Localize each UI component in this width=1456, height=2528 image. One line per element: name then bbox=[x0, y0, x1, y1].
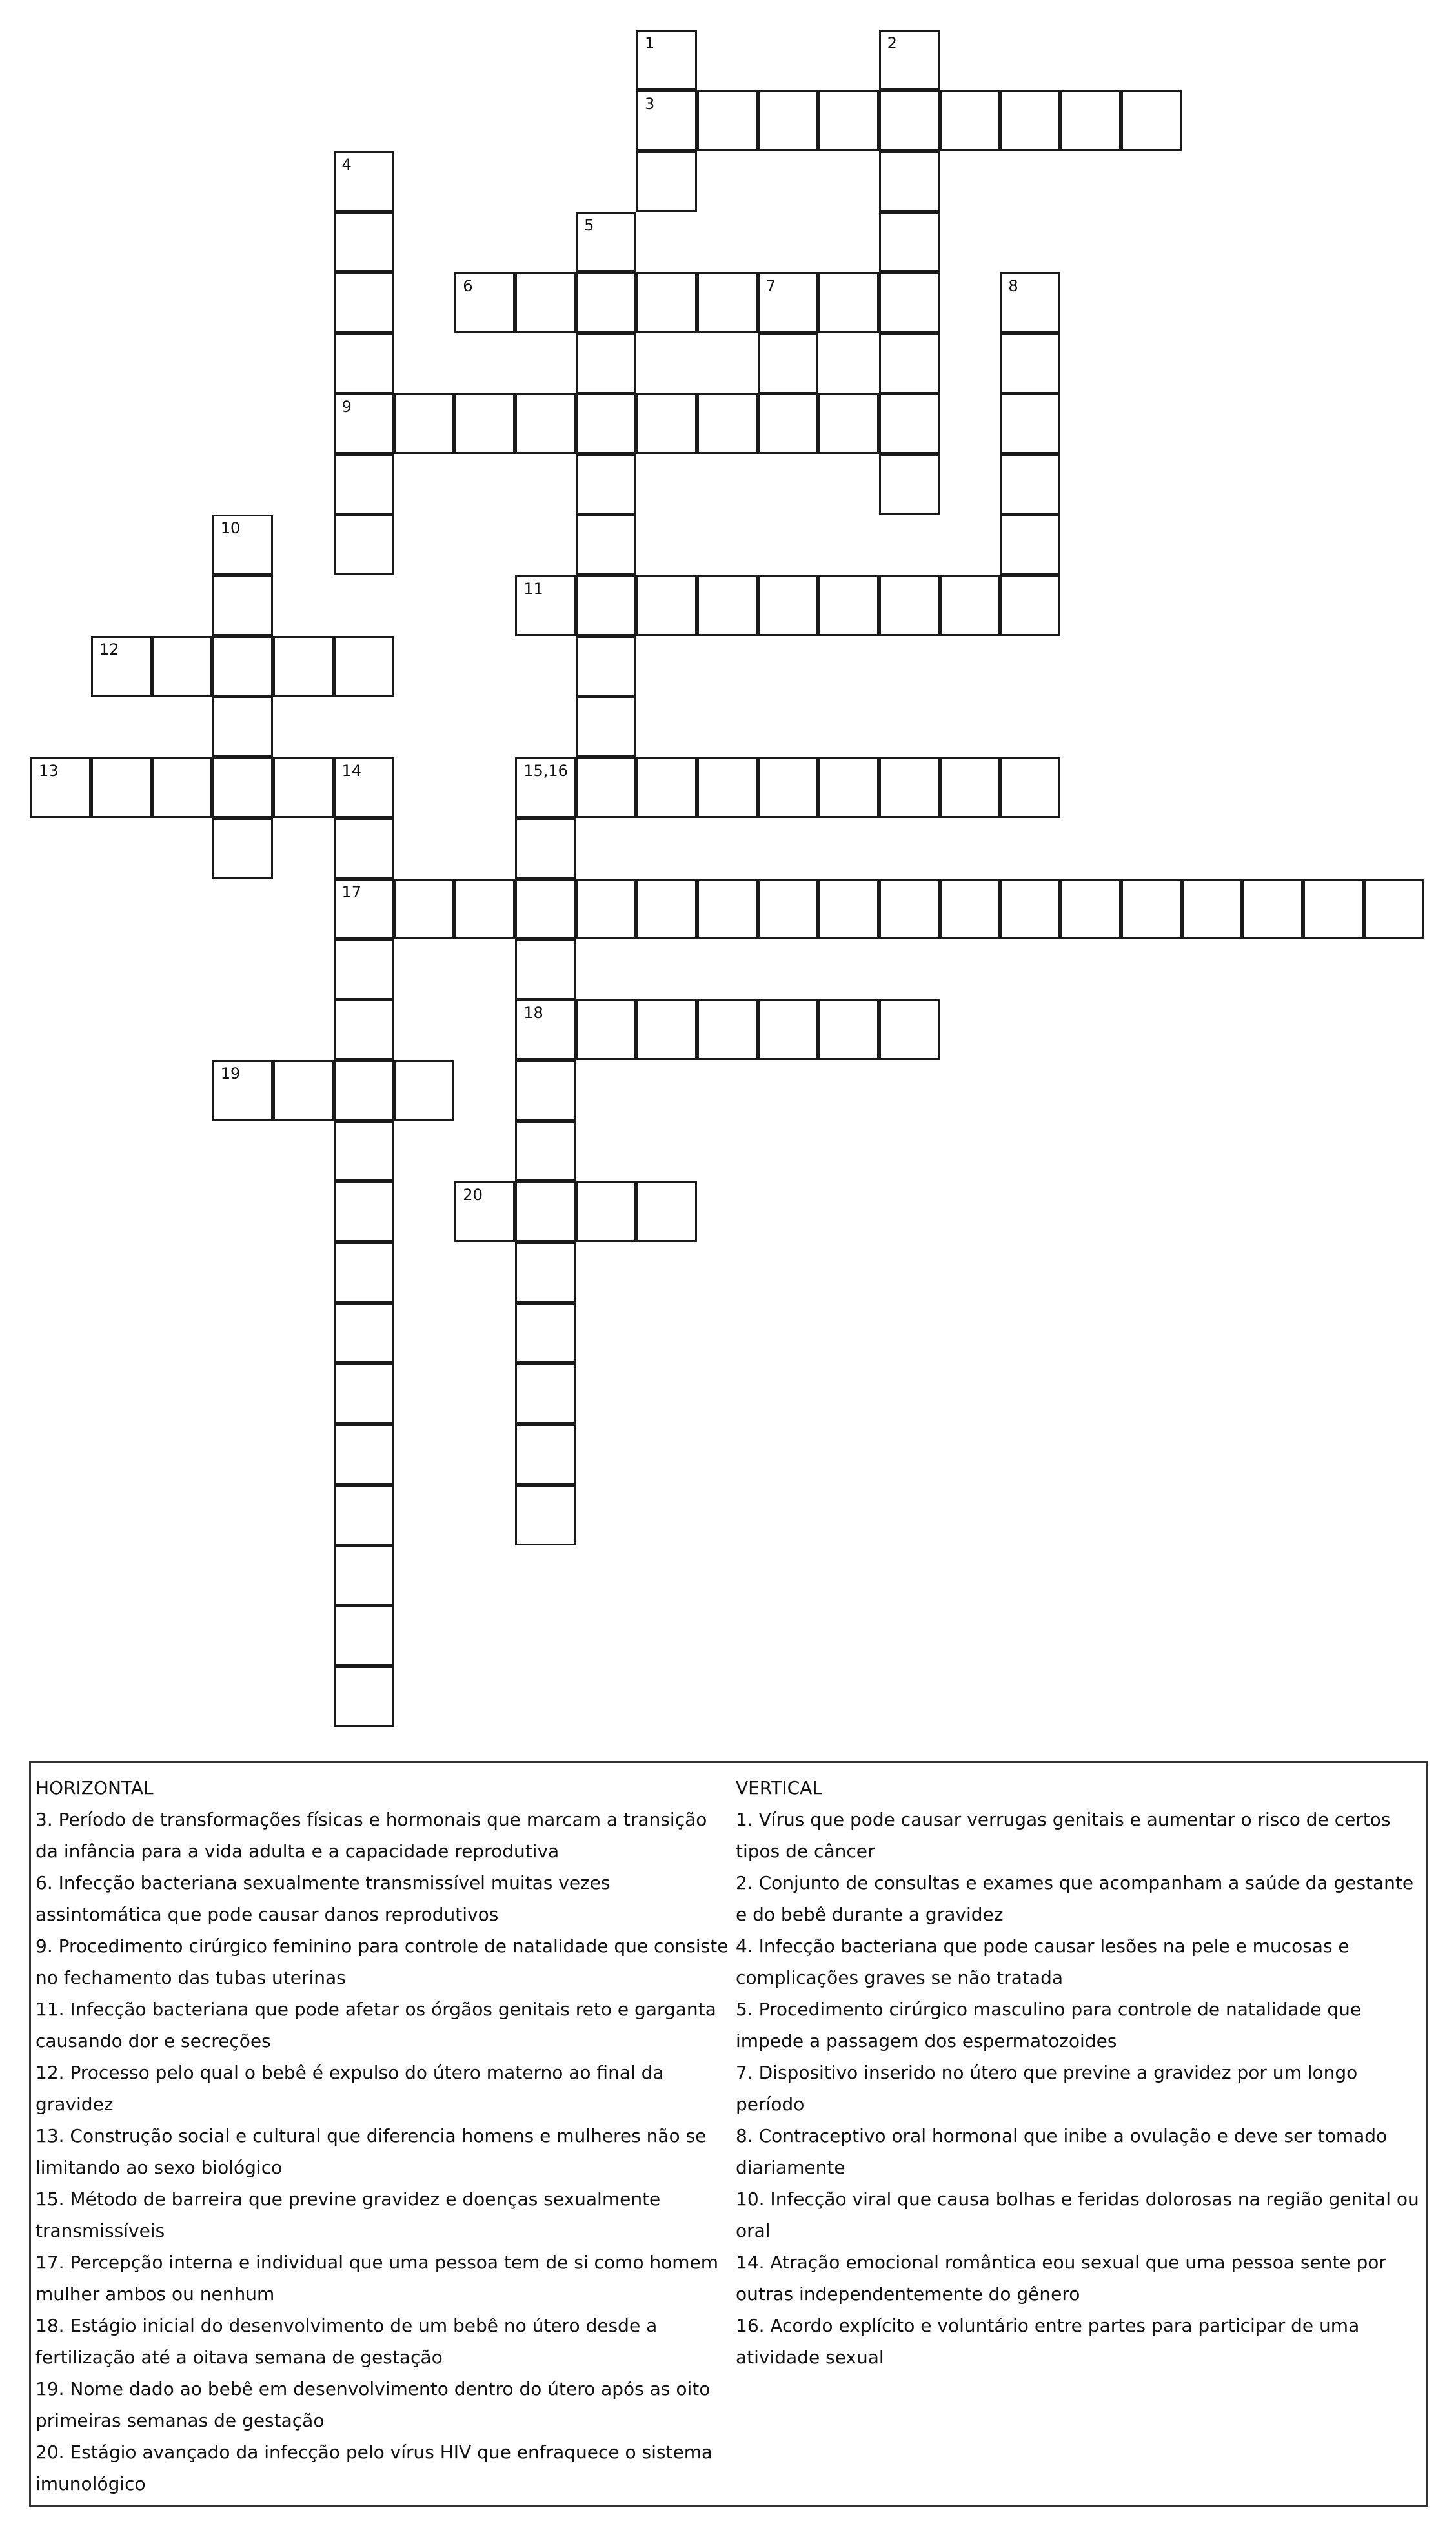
crossword-cell[interactable] bbox=[636, 272, 697, 333]
crossword-cell[interactable] bbox=[334, 1181, 394, 1242]
crossword-cell[interactable] bbox=[1000, 515, 1060, 575]
crossword-cell[interactable] bbox=[334, 1424, 394, 1485]
crossword-cell[interactable] bbox=[697, 272, 758, 333]
crossword-cell[interactable] bbox=[212, 575, 273, 636]
clue-vertical-item: 10. Infecção viral que causa bolhas e feridas dolorosas na região genital ou oral bbox=[736, 2188, 1419, 2241]
clue-horizontal-item: 15. Método de barreira que previne gravidez e doenças sexualmente transmissíveis bbox=[35, 2188, 661, 2241]
crossword-cell[interactable] bbox=[697, 393, 758, 454]
crossword-cell[interactable] bbox=[636, 30, 697, 90]
crossword-cell[interactable] bbox=[334, 939, 394, 1000]
crossword-cell[interactable] bbox=[334, 454, 394, 515]
clue-number: 5 bbox=[584, 216, 594, 234]
crossword-cell[interactable] bbox=[212, 757, 273, 818]
clue-number: 10 bbox=[220, 519, 241, 538]
crossword-cell[interactable] bbox=[334, 1121, 394, 1181]
crossword-cell[interactable] bbox=[515, 999, 576, 1060]
crossword-cell[interactable] bbox=[576, 212, 636, 272]
clue-vertical-item: 14. Atração emocional romântica eou sexual que uma pessoa sente por outras independentemente do gênero bbox=[736, 2252, 1386, 2305]
crossword-cell[interactable] bbox=[636, 1181, 697, 1242]
crossword-cell[interactable] bbox=[273, 636, 334, 697]
clue-vertical-item: 8. Contraceptivo oral hormonal que inibe a ovulação e deve ser tomado diariamente bbox=[736, 2125, 1388, 2178]
crossword-cell[interactable] bbox=[515, 757, 576, 818]
crossword-cell[interactable] bbox=[940, 575, 1000, 636]
crossword-cell[interactable] bbox=[879, 151, 940, 212]
crossword-cell[interactable] bbox=[818, 575, 879, 636]
vertical-title: VERTICAL bbox=[736, 1777, 822, 1799]
crossword-cell[interactable] bbox=[334, 1666, 394, 1727]
crossword-cell[interactable] bbox=[454, 879, 515, 939]
crossword-cell[interactable] bbox=[1000, 879, 1060, 939]
crossword-cell[interactable] bbox=[91, 636, 152, 697]
crossword-cell[interactable] bbox=[515, 1121, 576, 1181]
crossword-cell[interactable] bbox=[576, 454, 636, 515]
crossword-cell[interactable] bbox=[879, 30, 940, 90]
clue-number: 13 bbox=[39, 761, 59, 780]
crossword-cell[interactable] bbox=[273, 757, 334, 818]
crossword-cell[interactable] bbox=[576, 697, 636, 757]
crossword-cell[interactable] bbox=[576, 999, 636, 1060]
crossword-cell[interactable] bbox=[1303, 879, 1364, 939]
crossword-cell[interactable] bbox=[212, 697, 273, 757]
crossword-cell[interactable] bbox=[91, 757, 152, 818]
crossword-cell[interactable] bbox=[879, 879, 940, 939]
crossword-cell[interactable] bbox=[697, 575, 758, 636]
crossword-cell[interactable] bbox=[636, 393, 697, 454]
crossword-cell[interactable] bbox=[334, 333, 394, 394]
crossword-cell[interactable] bbox=[636, 879, 697, 939]
crossword-cell[interactable] bbox=[273, 1060, 334, 1121]
crossword-cell[interactable] bbox=[758, 575, 818, 636]
crossword-cell[interactable] bbox=[940, 90, 1000, 151]
crossword-cell[interactable] bbox=[758, 333, 818, 394]
crossword-cell[interactable] bbox=[334, 1605, 394, 1666]
crossword-cell[interactable] bbox=[879, 454, 940, 515]
crossword-cell[interactable] bbox=[1242, 879, 1303, 939]
clue-vertical-item: 2. Conjunto de consultas e exames que acompanham a saúde da gestante e do bebê durante a gravidez bbox=[736, 1872, 1414, 1925]
crossword-cell[interactable] bbox=[636, 999, 697, 1060]
clue-number: 6 bbox=[463, 276, 473, 295]
crossword-cell[interactable] bbox=[334, 1303, 394, 1363]
crossword-cell[interactable] bbox=[515, 818, 576, 879]
crossword-cell[interactable] bbox=[334, 515, 394, 575]
crossword-cell[interactable] bbox=[697, 757, 758, 818]
crossword-cell[interactable] bbox=[1364, 879, 1424, 939]
crossword-cell[interactable] bbox=[334, 272, 394, 333]
clue-number: 20 bbox=[463, 1186, 483, 1205]
crossword-cell[interactable] bbox=[636, 757, 697, 818]
clue-number: 1 bbox=[645, 34, 655, 52]
clue-horizontal-item: 11. Infecção bacteriana que pode afetar os órgãos genitais reto e garganta causando dor e secreções bbox=[35, 1999, 716, 2052]
clue-vertical-item: 16. Acordo explícito e voluntário entre partes para participar de uma atividade sexual bbox=[736, 2315, 1360, 2368]
clue-number: 4 bbox=[341, 155, 352, 174]
crossword-cell[interactable] bbox=[758, 999, 818, 1060]
crossword-cell[interactable] bbox=[1182, 879, 1242, 939]
crossword-cell[interactable] bbox=[636, 90, 697, 151]
crossword-cell[interactable] bbox=[576, 757, 636, 818]
crossword-cell[interactable] bbox=[1000, 575, 1060, 636]
crossword-cell[interactable] bbox=[636, 151, 697, 212]
clue-number: 9 bbox=[341, 398, 352, 416]
crossword-cell[interactable] bbox=[394, 879, 454, 939]
crossword-cell[interactable] bbox=[334, 1363, 394, 1424]
clues-box bbox=[29, 1761, 1428, 2507]
crossword-cell[interactable] bbox=[576, 272, 636, 333]
crossword-cell[interactable] bbox=[576, 333, 636, 394]
crossword-cell[interactable] bbox=[818, 999, 879, 1060]
clue-horizontal-item: 20. Estágio avançado da infecção pelo vírus HIV que enfraquece o sistema imunológico bbox=[35, 2441, 713, 2494]
vertical-clues bbox=[736, 1772, 1423, 2373]
crossword-cell[interactable] bbox=[334, 1545, 394, 1606]
crossword-cell[interactable] bbox=[30, 757, 91, 818]
crossword-cell[interactable] bbox=[697, 90, 758, 151]
clue-number: 14 bbox=[341, 761, 362, 780]
crossword-cell[interactable] bbox=[454, 393, 515, 454]
crossword-cell[interactable] bbox=[152, 757, 212, 818]
clue-number: 19 bbox=[220, 1065, 241, 1083]
crossword-cell[interactable] bbox=[879, 999, 940, 1060]
crossword-cell[interactable] bbox=[1121, 90, 1182, 151]
crossword-cell[interactable] bbox=[212, 515, 273, 575]
crossword-cell[interactable] bbox=[940, 757, 1000, 818]
crossword-cell[interactable] bbox=[515, 1485, 576, 1545]
clue-horizontal-item: 13. Construção social e cultural que diferencia homens e mulheres não se limitando ao sexo biológico bbox=[35, 2125, 707, 2178]
crossword-cell[interactable] bbox=[334, 999, 394, 1060]
crossword-cell[interactable] bbox=[515, 1363, 576, 1424]
clue-number: 3 bbox=[645, 94, 655, 113]
clue-number: 15,16 bbox=[523, 761, 568, 780]
crossword-cell[interactable] bbox=[334, 212, 394, 272]
crossword-cell[interactable] bbox=[334, 757, 394, 818]
crossword-cell[interactable] bbox=[758, 393, 818, 454]
clue-number: 12 bbox=[99, 640, 119, 658]
crossword-cell[interactable] bbox=[152, 636, 212, 697]
crossword-cell[interactable] bbox=[576, 393, 636, 454]
clue-horizontal-item: 12. Processo pelo qual o bebê é expulso do útero materno ao final da gravidez bbox=[35, 2062, 664, 2115]
crossword-cell[interactable] bbox=[454, 1181, 515, 1242]
crossword-cell[interactable] bbox=[334, 879, 394, 939]
crossword-cell[interactable] bbox=[818, 879, 879, 939]
crossword-cell[interactable] bbox=[576, 515, 636, 575]
clue-number: 11 bbox=[523, 580, 543, 598]
horizontal-title: HORIZONTAL bbox=[35, 1777, 154, 1799]
crossword-cell[interactable] bbox=[394, 393, 454, 454]
clue-number: 2 bbox=[887, 34, 897, 52]
clue-horizontal-item: 6. Infecção bacteriana sexualmente transmissível muitas vezes assintomática que pode causar danos reprodutivos bbox=[35, 1872, 611, 1925]
crossword-cell[interactable] bbox=[818, 272, 879, 333]
crossword-cell[interactable] bbox=[576, 879, 636, 939]
clue-vertical-item: 4. Infecção bacteriana que pode causar lesões na pele e mucosas e complicações graves se não tratada bbox=[736, 1935, 1350, 1988]
crossword-cell[interactable] bbox=[1060, 90, 1121, 151]
crossword-cell[interactable] bbox=[334, 393, 394, 454]
crossword-cell[interactable] bbox=[515, 1060, 576, 1121]
crossword-cell[interactable] bbox=[212, 1060, 273, 1121]
crossword-cell[interactable] bbox=[1000, 333, 1060, 394]
clue-horizontal-item: 18. Estágio inicial do desenvolvimento de um bebê no útero desde a fertilização até a oitava semana de gestação bbox=[35, 2315, 658, 2368]
crossword-cell[interactable] bbox=[1000, 757, 1060, 818]
crossword-cell[interactable] bbox=[515, 272, 576, 333]
clue-horizontal-item: 9. Procedimento cirúrgico feminino para controle de natalidade que consiste no fechamento das tubas uterinas bbox=[35, 1935, 729, 1988]
crossword-cell[interactable] bbox=[212, 818, 273, 879]
crossword-cell[interactable] bbox=[334, 1485, 394, 1545]
crossword-cell[interactable] bbox=[758, 757, 818, 818]
crossword-cell[interactable] bbox=[334, 636, 394, 697]
crossword-cell[interactable] bbox=[940, 879, 1000, 939]
crossword-cell[interactable] bbox=[515, 1424, 576, 1485]
crossword-cell[interactable] bbox=[1060, 879, 1121, 939]
clue-vertical-item: 1. Vírus que pode causar verrugas genitais e aumentar o risco de certos tipos de câncer bbox=[736, 1809, 1391, 1862]
crossword-cell[interactable] bbox=[758, 879, 818, 939]
crossword-cell[interactable] bbox=[1121, 879, 1182, 939]
crossword-cell[interactable] bbox=[334, 1060, 394, 1121]
crossword-cell[interactable] bbox=[1000, 393, 1060, 454]
crossword-cell[interactable] bbox=[515, 1242, 576, 1303]
clue-number: 7 bbox=[765, 276, 776, 295]
crossword-cell[interactable] bbox=[636, 575, 697, 636]
crossword-cell[interactable] bbox=[576, 575, 636, 636]
crossword-cell[interactable] bbox=[758, 90, 818, 151]
crossword-cell[interactable] bbox=[1000, 272, 1060, 333]
crossword-cell[interactable] bbox=[758, 272, 818, 333]
crossword-cell[interactable] bbox=[515, 1181, 576, 1242]
crossword-cell[interactable] bbox=[1000, 90, 1060, 151]
horizontal-clues bbox=[35, 1772, 733, 2500]
clue-horizontal-item: 17. Percepção interna e individual que uma pessoa tem de si como homem mulher ambos ou nenhum bbox=[35, 2252, 719, 2305]
crossword-cell[interactable] bbox=[515, 575, 576, 636]
clue-number: 17 bbox=[341, 882, 362, 901]
crossword-cell[interactable] bbox=[879, 90, 940, 151]
crossword-cell[interactable] bbox=[818, 90, 879, 151]
crossword-cell[interactable] bbox=[515, 879, 576, 939]
crossword-cell[interactable] bbox=[879, 272, 940, 333]
crossword-cell[interactable] bbox=[576, 1181, 636, 1242]
crossword-cell[interactable] bbox=[879, 575, 940, 636]
crossword-cell[interactable] bbox=[879, 757, 940, 818]
crossword-cell[interactable] bbox=[818, 757, 879, 818]
clue-horizontal-item: 3. Período de transformações físicas e hormonais que marcam a transição da infância para a vida adulta e a capacidade reprodutiva bbox=[35, 1809, 707, 1862]
crossword-cell[interactable] bbox=[334, 1242, 394, 1303]
crossword-cell[interactable] bbox=[1000, 454, 1060, 515]
clue-vertical-item: 5. Procedimento cirúrgico masculino para controle de natalidade que impede a passagem dos espermatozoides bbox=[736, 1999, 1362, 2052]
crossword-cell[interactable] bbox=[394, 1060, 454, 1121]
crossword-cell[interactable] bbox=[697, 879, 758, 939]
clue-vertical-item: 7. Dispositivo inserido no útero que previne a gravidez por um longo período bbox=[736, 2062, 1358, 2115]
crossword-cell[interactable] bbox=[515, 1303, 576, 1363]
crossword-cell[interactable] bbox=[818, 393, 879, 454]
crossword-cell[interactable] bbox=[515, 939, 576, 1000]
crossword-cell[interactable] bbox=[576, 636, 636, 697]
crossword-cell[interactable] bbox=[879, 393, 940, 454]
clue-number: 18 bbox=[523, 1004, 543, 1023]
crossword-cell[interactable] bbox=[879, 333, 940, 394]
crossword-cell[interactable] bbox=[879, 212, 940, 272]
crossword-cell[interactable] bbox=[212, 636, 273, 697]
crossword-cell[interactable] bbox=[515, 393, 576, 454]
crossword-cell[interactable] bbox=[697, 999, 758, 1060]
crossword-cell[interactable] bbox=[334, 818, 394, 879]
crossword-cell[interactable] bbox=[454, 272, 515, 333]
clue-horizontal-item: 19. Nome dado ao bebê em desenvolvimento dentro do útero após as oito primeiras semanas de gestação bbox=[35, 2378, 711, 2431]
clue-number: 8 bbox=[1008, 276, 1018, 295]
crossword-cell[interactable] bbox=[334, 151, 394, 212]
